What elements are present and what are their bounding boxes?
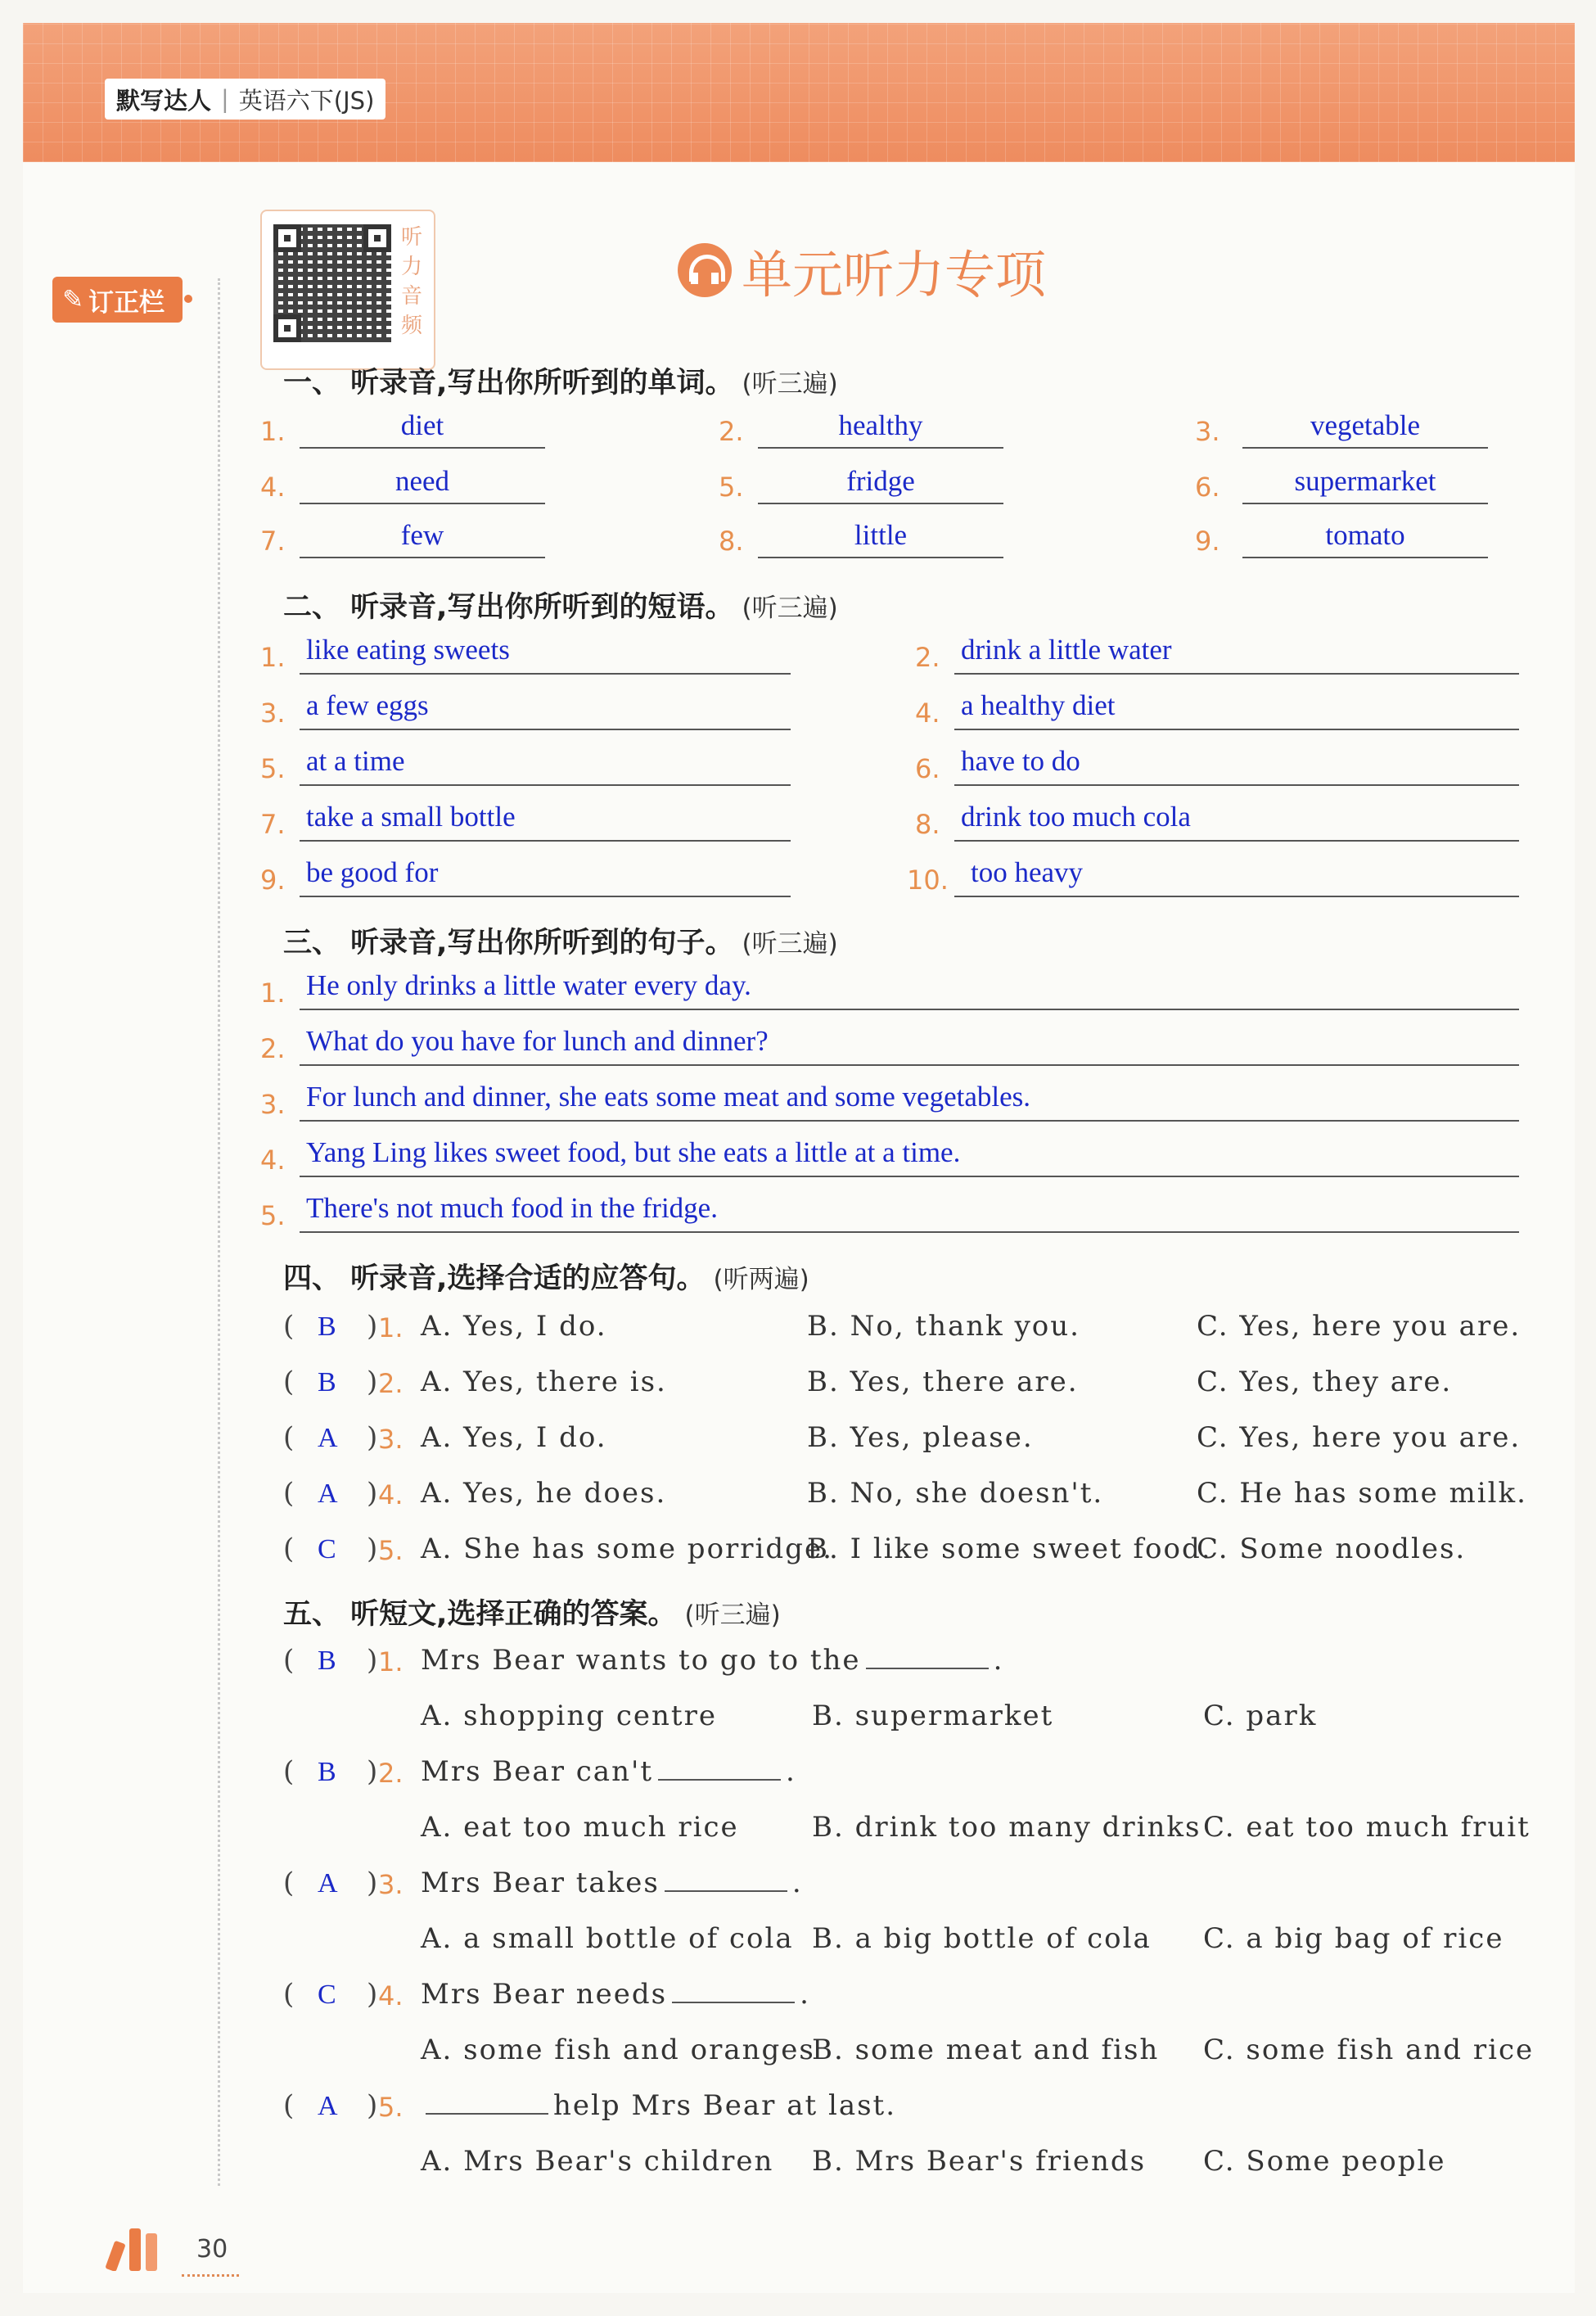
question-number: 10. bbox=[907, 865, 949, 896]
options-row bbox=[283, 1700, 1544, 1740]
option-b: B. supermarket bbox=[812, 1700, 1054, 1732]
answer-line bbox=[954, 784, 1519, 786]
question-stem bbox=[421, 1867, 803, 1899]
worksheet-page bbox=[23, 23, 1575, 2293]
option-c: C. Some people bbox=[1203, 2145, 1446, 2178]
phrase-answer: a healthy diet bbox=[961, 689, 1116, 721]
chosen-answer: B bbox=[318, 1311, 338, 1342]
question-number: 5. bbox=[719, 472, 744, 503]
footer-rule bbox=[182, 2274, 239, 2277]
section-title: 一、 听录音,写出你所听到的单词。 bbox=[283, 367, 734, 400]
question-number: 2. bbox=[915, 642, 940, 673]
phrase-answer: drink too much cola bbox=[961, 801, 1191, 833]
answer-line bbox=[300, 503, 545, 504]
stem-text: help Mrs Bear at last. bbox=[553, 2089, 897, 2122]
answer-bracket-close: ) bbox=[367, 1477, 380, 1510]
phrase-answer: at a time bbox=[306, 745, 405, 777]
section-1-heading bbox=[283, 360, 838, 401]
question-number: 4. bbox=[260, 472, 286, 503]
passage-question-row bbox=[283, 1867, 1544, 1907]
phrase-answer: too heavy bbox=[971, 856, 1084, 888]
section-title: 二、 听录音,写出你所听到的短语。 bbox=[283, 591, 734, 624]
option-a: A. shopping centre bbox=[421, 1700, 717, 1732]
answer-line bbox=[300, 1231, 1519, 1233]
option-c: C. Yes, here you are. bbox=[1197, 1310, 1522, 1343]
chosen-answer: B bbox=[318, 1367, 338, 1397]
correction-column-tab bbox=[52, 277, 183, 323]
answer-line bbox=[300, 1009, 1519, 1010]
sentence-answer: For lunch and dinner, she eats some meat and some vegetables. bbox=[306, 1081, 1031, 1113]
answer-blank bbox=[866, 1646, 989, 1669]
question-number: 2. bbox=[378, 1758, 404, 1789]
question-number: 5. bbox=[378, 1535, 404, 1566]
stem-text: . bbox=[800, 1978, 810, 2011]
answer-line bbox=[1242, 503, 1488, 504]
answer-line bbox=[300, 447, 545, 449]
answer-line bbox=[758, 503, 1003, 504]
phrase-answer: have to do bbox=[961, 745, 1080, 777]
section-4-heading bbox=[283, 1256, 809, 1297]
option-b: B. No, she doesn't. bbox=[807, 1477, 1104, 1510]
answer-bracket-open: ( bbox=[283, 1366, 296, 1398]
passage-question-row bbox=[283, 1644, 1544, 1685]
stem-text: Mrs Bear needs bbox=[421, 1978, 668, 2011]
answer-bracket-open: ( bbox=[283, 1421, 296, 1454]
answer-line bbox=[954, 673, 1519, 675]
chosen-answer: A bbox=[318, 1479, 340, 1509]
passage-question-row bbox=[283, 2089, 1544, 2130]
answer-bracket-open: ( bbox=[283, 1477, 296, 1510]
unit-title-text: 单元听力专项 bbox=[742, 244, 1047, 305]
question-number: 4. bbox=[378, 1980, 404, 2011]
answer-bracket-close: ) bbox=[367, 1310, 380, 1343]
qr-finder-icon bbox=[363, 224, 391, 252]
option-b: B. Yes, please. bbox=[807, 1421, 1034, 1454]
option-c: C. Yes, they are. bbox=[1197, 1366, 1453, 1398]
option-b: B. some meat and fish bbox=[812, 2034, 1160, 2066]
question-number: 5. bbox=[378, 2092, 404, 2123]
option-a: A. Yes, there is. bbox=[421, 1366, 667, 1398]
option-c: C. Some noodles. bbox=[1197, 1533, 1467, 1565]
answer-bracket-close: ) bbox=[367, 1644, 380, 1677]
phrase-answer: be good for bbox=[306, 856, 439, 888]
section-note: (听三遍) bbox=[684, 1600, 781, 1630]
question-number: 8. bbox=[915, 809, 940, 840]
option-a: A. a small bottle of cola bbox=[421, 1922, 794, 1955]
section-note: (听三遍) bbox=[742, 594, 838, 623]
question-stem bbox=[421, 1978, 810, 2011]
pencil-icon: ✎ bbox=[62, 285, 83, 314]
answer-line bbox=[1242, 557, 1488, 558]
option-c: C. He has some milk. bbox=[1197, 1477, 1527, 1510]
answer-line bbox=[300, 840, 791, 842]
answer-line bbox=[300, 1064, 1519, 1066]
option-b: B. Mrs Bear's friends bbox=[812, 2145, 1147, 2178]
question-number: 1. bbox=[260, 977, 286, 1009]
section-note: (听三遍) bbox=[742, 929, 838, 959]
response-question-row bbox=[283, 1310, 1544, 1351]
option-a: A. Yes, he does. bbox=[421, 1477, 667, 1510]
page-number: 30 bbox=[196, 2235, 228, 2264]
correction-margin-line bbox=[218, 278, 220, 2186]
option-c: C. park bbox=[1203, 1700, 1318, 1732]
answer-blank bbox=[665, 1869, 787, 1892]
qr-finder-icon bbox=[273, 314, 301, 342]
question-number: 6. bbox=[1195, 472, 1220, 503]
sentence-answer: There's not much food in the fridge. bbox=[306, 1192, 718, 1224]
answer-bracket-close: ) bbox=[367, 1366, 380, 1398]
options-row bbox=[283, 1811, 1544, 1852]
qr-code-icon[interactable] bbox=[273, 224, 391, 342]
option-a: A. Yes, I do. bbox=[421, 1310, 607, 1343]
question-number: 4. bbox=[915, 698, 940, 729]
word-answer: healthy bbox=[838, 409, 923, 441]
option-a: A. Yes, I do. bbox=[421, 1421, 607, 1454]
stem-text: . bbox=[993, 1644, 1004, 1677]
option-b: B. I like some sweet food. bbox=[807, 1533, 1212, 1565]
chosen-answer: C bbox=[318, 1534, 338, 1564]
phrase-answer: like eating sweets bbox=[306, 634, 510, 666]
question-number: 2. bbox=[719, 416, 744, 447]
option-a: A. some fish and oranges bbox=[421, 2034, 815, 2066]
chosen-answer: B bbox=[318, 1646, 338, 1676]
options-row bbox=[283, 2034, 1544, 2074]
answer-line bbox=[300, 557, 545, 558]
question-stem bbox=[421, 2089, 896, 2122]
answer-line bbox=[954, 729, 1519, 730]
answer-bracket-open: ( bbox=[283, 2089, 296, 2122]
stem-text: Mrs Bear can't bbox=[421, 1755, 653, 1788]
option-c: C. some fish and rice bbox=[1203, 2034, 1535, 2066]
question-number: 1. bbox=[260, 642, 286, 673]
answer-bracket-open: ( bbox=[283, 1644, 296, 1677]
chosen-answer: A bbox=[318, 1423, 340, 1453]
question-number: 3. bbox=[260, 698, 286, 729]
word-answer: few bbox=[400, 519, 444, 551]
answer-line bbox=[300, 673, 791, 675]
section-3-heading bbox=[283, 920, 838, 961]
response-question-row bbox=[283, 1421, 1544, 1462]
word-answer: tomato bbox=[1325, 519, 1405, 551]
question-number: 3. bbox=[378, 1424, 404, 1455]
question-number: 3. bbox=[378, 1869, 404, 1900]
answer-blank bbox=[426, 2092, 548, 2115]
question-number: 5. bbox=[260, 753, 286, 784]
option-b: B. Yes, there are. bbox=[807, 1366, 1079, 1398]
question-number: 5. bbox=[260, 1200, 286, 1231]
answer-line bbox=[300, 896, 791, 897]
word-answer: supermarket bbox=[1294, 465, 1436, 497]
question-number: 3. bbox=[260, 1089, 286, 1120]
option-c: C. eat too much fruit bbox=[1203, 1811, 1531, 1844]
question-number: 2. bbox=[378, 1368, 404, 1399]
question-stem bbox=[421, 1644, 1003, 1677]
answer-blank bbox=[658, 1758, 781, 1781]
question-number: 9. bbox=[260, 865, 286, 896]
answer-line bbox=[954, 840, 1519, 842]
passage-question-row bbox=[283, 1755, 1544, 1796]
question-number: 1. bbox=[378, 1646, 404, 1677]
chosen-answer: B bbox=[318, 1757, 338, 1787]
section-5-heading bbox=[283, 1591, 781, 1632]
word-answer: need bbox=[394, 465, 450, 497]
answer-bracket-close: ) bbox=[367, 1533, 380, 1565]
options-row bbox=[283, 1922, 1544, 1963]
question-number: 4. bbox=[260, 1144, 286, 1176]
answer-bracket-open: ( bbox=[283, 1867, 296, 1899]
question-number: 2. bbox=[260, 1033, 286, 1064]
question-number: 7. bbox=[260, 526, 286, 557]
response-question-row bbox=[283, 1533, 1544, 1573]
answer-bracket-close: ) bbox=[367, 1421, 380, 1454]
answer-line bbox=[954, 896, 1519, 897]
audio-label: 听力音频 bbox=[400, 225, 422, 338]
question-number: 3. bbox=[1195, 416, 1220, 447]
book-stack-icon bbox=[105, 2222, 178, 2271]
option-c: C. Yes, here you are. bbox=[1197, 1421, 1522, 1454]
question-number: 8. bbox=[719, 526, 744, 557]
section-note: (听三遍) bbox=[742, 369, 838, 399]
question-number: 1. bbox=[378, 1312, 404, 1343]
answer-line bbox=[300, 729, 791, 730]
book-name: 英语六下(JS) bbox=[238, 86, 375, 115]
stem-text: . bbox=[791, 1867, 803, 1899]
answer-line bbox=[300, 784, 791, 786]
answer-bracket-close: ) bbox=[367, 1867, 380, 1899]
answer-line bbox=[300, 1176, 1519, 1177]
option-a: A. Mrs Bear's children bbox=[421, 2145, 774, 2178]
answer-line bbox=[1242, 447, 1488, 449]
stem-text: Mrs Bear wants to go to the bbox=[421, 1644, 861, 1677]
chosen-answer: A bbox=[318, 2091, 340, 2121]
answer-bracket-close: ) bbox=[367, 1978, 380, 2011]
answer-line bbox=[758, 557, 1003, 558]
section-note: (听两遍) bbox=[713, 1265, 809, 1294]
option-b: B. No, thank you. bbox=[807, 1310, 1080, 1343]
option-a: A. She has some porridge. bbox=[421, 1533, 833, 1565]
answer-blank bbox=[672, 1980, 795, 2003]
phrase-answer: take a small bottle bbox=[306, 801, 516, 833]
response-question-row bbox=[283, 1366, 1544, 1406]
option-a: A. eat too much rice bbox=[421, 1811, 739, 1844]
answer-bracket-open: ( bbox=[283, 1978, 296, 2011]
question-stem bbox=[421, 1755, 796, 1788]
word-answer: vegetable bbox=[1310, 409, 1421, 441]
question-number: 1. bbox=[260, 416, 286, 447]
question-number: 9. bbox=[1195, 526, 1220, 557]
audio-qr-card[interactable] bbox=[260, 210, 435, 370]
qr-finder-icon bbox=[273, 224, 301, 252]
answer-bracket-close: ) bbox=[367, 2089, 380, 2122]
option-c: C. a big bag of rice bbox=[1203, 1922, 1504, 1955]
word-answer: little bbox=[854, 519, 908, 551]
section-title: 四、 听录音,选择合适的应答句。 bbox=[283, 1262, 706, 1295]
answer-line bbox=[758, 447, 1003, 449]
phrase-answer: drink a little water bbox=[961, 634, 1172, 666]
chosen-answer: C bbox=[318, 1980, 338, 2010]
question-number: 6. bbox=[915, 753, 940, 784]
word-answer: diet bbox=[400, 409, 444, 441]
word-answer: fridge bbox=[846, 465, 915, 497]
sentence-answer: Yang Ling likes sweet food, but she eats a little at a time. bbox=[306, 1136, 961, 1168]
options-row bbox=[283, 2145, 1544, 2186]
phrase-answer: a few eggs bbox=[306, 689, 429, 721]
answer-line bbox=[300, 1120, 1519, 1122]
tag-divider: | bbox=[221, 85, 229, 113]
headphones-icon bbox=[678, 243, 732, 297]
question-number: 4. bbox=[378, 1479, 404, 1510]
unit-title bbox=[678, 237, 1046, 303]
tab-dot bbox=[184, 295, 192, 303]
sentence-answer: He only drinks a little water every day. bbox=[306, 969, 751, 1001]
correction-label: 订正栏 bbox=[88, 287, 165, 318]
page-header bbox=[23, 23, 1575, 162]
sentence-answer: What do you have for lunch and dinner? bbox=[306, 1025, 769, 1057]
brand-name: 默写达人 bbox=[116, 86, 212, 115]
book-tag bbox=[105, 79, 385, 120]
stem-text: Mrs Bear takes bbox=[421, 1867, 660, 1899]
answer-bracket-open: ( bbox=[283, 1755, 296, 1788]
section-2-heading bbox=[283, 585, 838, 625]
stem-text: . bbox=[785, 1755, 796, 1788]
passage-question-row bbox=[283, 1978, 1544, 2019]
option-b: B. drink too many drinks bbox=[812, 1811, 1202, 1844]
question-number: 7. bbox=[260, 809, 286, 840]
answer-bracket-close: ) bbox=[367, 1755, 380, 1788]
option-b: B. a big bottle of cola bbox=[812, 1922, 1152, 1955]
answer-bracket-open: ( bbox=[283, 1533, 296, 1565]
section-title: 五、 听短文,选择正确的答案。 bbox=[283, 1598, 677, 1631]
section-title: 三、 听录音,写出你所听到的句子。 bbox=[283, 927, 734, 959]
response-question-row bbox=[283, 1477, 1544, 1518]
chosen-answer: A bbox=[318, 1868, 340, 1898]
answer-bracket-open: ( bbox=[283, 1310, 296, 1343]
